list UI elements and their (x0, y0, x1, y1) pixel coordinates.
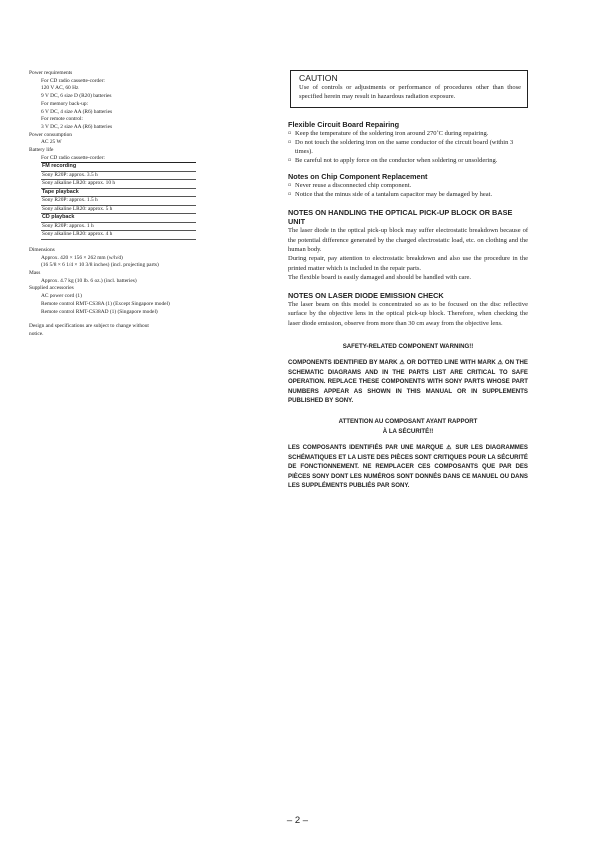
bullet-icon: ¤ (288, 138, 292, 146)
table-row (41, 222, 196, 231)
spec-design-note-2: notice. (29, 330, 44, 337)
spec-heading-supplied: Supplied accessories (29, 285, 74, 292)
table-cell: CD playback (41, 214, 196, 223)
safety-warning-title-fr-1: ATTENTION AU COMPOSANT AYANT RAPPORT (338, 418, 478, 426)
spec-heading-mass: Mass (29, 270, 41, 277)
list-item: ¤ Notice that the minus side of a tantalum capacitor may be damaged by heat. (288, 191, 493, 199)
caution-text: Use of controls or adjustments or performance of procedures other than those specified herein may result in hazardous radiation exposure. (299, 84, 521, 101)
table-row (41, 197, 196, 206)
safety-warning-title-fr-2: À LA SÉCURITÉ!! (382, 427, 434, 435)
table-row (41, 180, 196, 189)
spec-accessory-2: Remote control RMT-CS38A (1) (Except Singapore model) (41, 300, 170, 307)
optical-pickup-paragraph-1: The laser diode in the optical pick-up block may suffer electrostatic breakdown because of the potential difference generated by the charged electrostatic load, etc. on clothing and the human body. (288, 227, 528, 253)
safety-warning-text: COMPONENTS IDENTIFIED BY MARK ⚠ OR DOTTED LINE WITH MARK ⚠ ON THE SCHEMATIC DIAGRAMS AND IN THE PARTS LIST ARE CRITICAL TO SAFE OPERATION. REPLACE THESE COMPONENTS WITH SONY PARTS WHOSE PART NUMBERS APPEAR AS SHOWN IN THIS MANUAL OR IN SUPPLEMENTS PUBLISHED BY SONY. (288, 359, 528, 405)
spec-dim-mm: Approx. 420 × 156 × 262 mm (w/h/d) (41, 254, 123, 261)
list-item: ¤ Never reuse a disconnected chip component. (288, 181, 412, 189)
flex-board-bullets (288, 129, 528, 166)
spec-ac-120: 120 V AC, 60 Hz (41, 85, 79, 92)
chip-replacement-bullets (288, 181, 528, 200)
laser-check-heading: NOTES ON LASER DIODE EMISSION CHECK (288, 291, 444, 301)
notes-column (288, 70, 528, 490)
table-cell: FM recording (41, 163, 196, 172)
table-cell: Sony alkaline LR20: approx. 4 h (41, 231, 196, 240)
safety-warning-text-fr: LES COMPOSANTS IDENTIFIÉS PAR UNE MARQUE ⚠ SUR LES DIAGRAMMES SCHÉMATIQUES ET LA LISTE DES PIÈCES SONT CRITIQUES POUR LA SÉCURITÉ DE FONCTIONNEMENT. NE REMPLACER CES COMPOSANTS QUE PAR DES PIÈCES SONY DONT LES NUMÉROS SONT DONNÉS DANS CE MANUEL OU DANS LES SUPPLÉMENTS PUBLIÉS PAR SONY. (288, 444, 528, 489)
spec-mass-value: Approx. 4.7 kg (10 lb. 6 oz.) (incl. batteries) (41, 277, 137, 284)
table-row (41, 171, 196, 180)
table-cell: Sony alkaline LR20: approx. 10 h (41, 180, 196, 189)
table-cell: Sony R20P: approx. 1 h (41, 222, 196, 231)
list-item: ¤ Be careful not to apply force on the conductor when soldering or unsoldering. (288, 157, 498, 165)
flex-board-heading: Flexible Circuit Board Repairing (288, 119, 400, 129)
spec-memory-backup: For memory back-up: (41, 100, 89, 107)
spec-heading-battery-life: Battery life (29, 147, 54, 154)
list-item: ¤ Do not touch the soldering iron on the same conductor of the circuit board (within 3 times). (288, 138, 514, 156)
spec-dc-3: 3 V DC, 2 size AA (R6) batteries (41, 123, 113, 130)
caution-box (290, 70, 528, 108)
spec-heading-power-consumption: Power consumption (29, 131, 72, 138)
table-cell: Sony alkaline LR20: approx. 5 h (41, 205, 196, 214)
optical-pickup-paragraph-2: During repair, pay attention to electrostatic breakdown and also use the procedure in the printed matter which is included in the repair parts. (288, 255, 528, 272)
specifications-column (29, 70, 229, 339)
optical-pickup-paragraph-3: The flexible board is easily damaged and should be handled with care. (288, 273, 472, 281)
chip-replacement-heading: Notes on Chip Component Replacement (288, 171, 428, 181)
spec-dc-9: 9 V DC, 6 size D (R20) batteries (41, 93, 112, 100)
battery-table-header-row (41, 188, 196, 197)
caution-title: CAUTION (299, 73, 338, 83)
table-cell: Sony R20P: approx. 1.5 h (41, 197, 196, 206)
page-number: – 2 – (286, 815, 309, 826)
bullet-icon: ¤ (288, 181, 292, 189)
spec-accessory-1: AC power cord (1) (41, 293, 82, 300)
bullet-icon: ¤ (288, 129, 292, 137)
table-cell: Sony R20P: approx. 3.5 h (41, 171, 196, 180)
spec-cd-radio: For CD radio cassette-corder: (41, 77, 105, 84)
laser-check-paragraph: The laser beam on this model is concentrated so as to be focused on the disc reflective surface by the objective lens in the optical pick-up block. Therefore, when checking the laser diode emission, observe from more than 30 cm away from the objective lens. (288, 301, 528, 327)
safety-warning-title: SAFETY-RELATED COMPONENT WARNING!! (342, 343, 474, 351)
table-row (41, 231, 196, 240)
spec-dim-in: (16 5/8 × 6 1/4 × 10 3/8 inches) (incl. projecting parts) (41, 262, 159, 269)
spec-dc-6: 6 V DC, 4 size AA (R6) batteries (41, 108, 113, 115)
table-cell: Tape playback (41, 188, 196, 197)
bullet-icon: ¤ (288, 191, 292, 199)
spec-heading-dimensions: Dimensions (29, 246, 55, 253)
list-item: ¤ Keep the temperature of the soldering iron around 270˚C during repairing. (288, 129, 489, 137)
spec-design-note-1: Design and specifications are subject to change without (29, 323, 149, 330)
spec-cd-radio-battery: For CD radio cassette-corder: (41, 154, 105, 161)
spec-heading-power-requirements: Power requirements (29, 70, 73, 76)
spec-ac-25w: AC 25 W (41, 139, 62, 146)
battery-table-header-row (41, 214, 196, 223)
spec-accessory-3: Remote control RMT-CS38AD (1) (Singapore model) (41, 308, 158, 315)
table-row (41, 205, 196, 214)
spec-remote-control: For remote control: (41, 116, 83, 123)
battery-table-header-row (41, 163, 196, 172)
bullet-icon: ¤ (288, 157, 292, 165)
optical-pickup-heading: NOTES ON HANDLING THE OPTICAL PICK-UP BLOCK OR BASE UNIT (288, 208, 513, 227)
battery-life-table (41, 162, 196, 240)
